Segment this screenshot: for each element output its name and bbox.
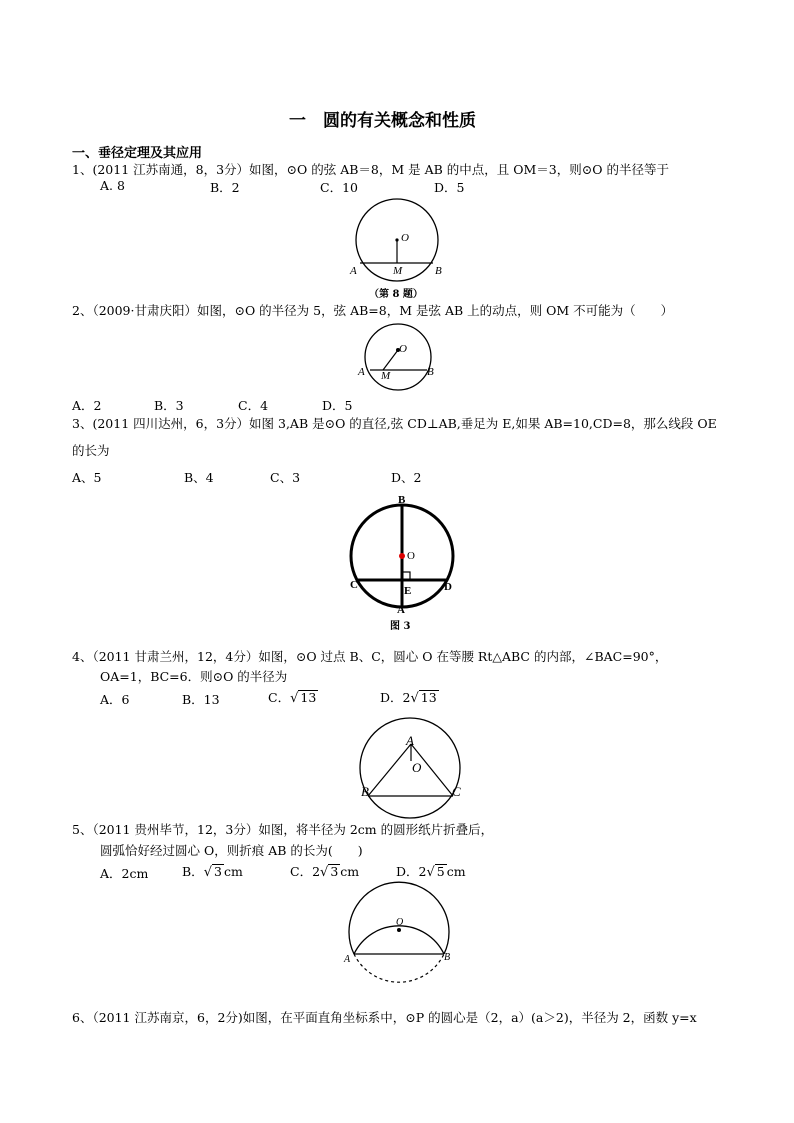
q5-option-b-label: B．	[182, 864, 204, 879]
q5-option-b: B．√ 3 cm	[182, 864, 243, 880]
q3-label-d: D	[444, 581, 452, 593]
q5-option-d-unit: cm	[446, 864, 466, 879]
q5-option-c-label: C．2	[290, 864, 321, 879]
q1-figure	[340, 196, 450, 296]
q2-label-a: A	[358, 366, 365, 378]
question-5-text: 5、（2011 贵州毕节，12，3分）如图，将半径为 2cm 的圆形纸片折叠后，	[72, 822, 494, 837]
question-2-text: 2、（2009·甘肃庆阳）如图，⊙O 的半径为 5，弦 AB=8，M 是弦 AB 上的动点，则 OM 不可能为（ ）	[72, 303, 674, 318]
q4-option-c-radicand: 13	[300, 690, 317, 705]
q2-label-b: B	[427, 366, 434, 378]
q5-label-o: O	[396, 917, 404, 928]
q1-option-d: D．5	[434, 180, 465, 195]
q5-option-d: D．2√ 5 cm	[396, 864, 466, 880]
question-1-text: 1、(2011 江苏南通，8，3分）如图，⊙O 的弦 AB＝8，M 是 AB 的中点，且 OM＝3，则⊙O 的半径等于	[72, 162, 669, 177]
q2-label-o: O	[399, 343, 407, 355]
section-heading: 一、垂径定理及其应用	[72, 146, 203, 161]
q1-caption: （第 8 题）	[369, 289, 423, 300]
q5-label-a: A	[344, 954, 351, 965]
q4-option-d-label: D．2	[380, 690, 411, 705]
q3-option-b: B、4	[184, 470, 214, 485]
q2-option-c: C．4	[238, 398, 269, 413]
q5-option-d-radicand: 5	[436, 864, 445, 879]
q4-option-a: A．6	[100, 692, 130, 707]
q1-label-o: O	[401, 232, 409, 244]
q2-option-d: D．5	[322, 398, 353, 413]
q4-option-b: B．13	[182, 692, 220, 707]
question-3-text: 3、(2011 四川达州，6，3分）如图 3,AB 是⊙O 的直径,弦 CD⊥AB,垂足为 E,如果 AB=10,CD=8，那么线段 OE	[72, 416, 717, 431]
q5-option-c-radicand: 3	[330, 864, 339, 879]
q3-label-top: B	[398, 494, 406, 506]
page-title: 一 圆的有关概念和性质	[289, 111, 476, 131]
q2-option-b: B．3	[154, 398, 184, 413]
question-6-text: 6、（2011 江苏南京，6，2分)如图，在平面直角坐标系中，⊙P 的圆心是（2，a）(a＞2)，半径为 2，函数 y=x	[72, 1010, 697, 1025]
question-3-text-cont: 的长为	[72, 443, 110, 458]
q5-option-c-unit: cm	[340, 864, 360, 879]
question-4-text: 4、（2011 甘肃兰州，12，4分）如图，⊙O 过点 B、C，圆心 O 在等腰 Rt△ABC 的内部，∠BAC=90°，	[72, 649, 668, 664]
q3-option-c: C、3	[270, 470, 301, 485]
q1-option-b: B．2	[210, 180, 240, 195]
q4-option-c: C．√ 13	[268, 690, 317, 706]
q3-option-d: D、2	[391, 470, 422, 485]
q4-option-d-radicand: 13	[420, 690, 437, 705]
question-5-text-cont: 圆弧恰好经过圆心 O，则折痕 AB 的长为( )	[100, 843, 363, 858]
q5-option-b-unit: cm	[223, 864, 243, 879]
q4-label-c: C	[452, 784, 461, 799]
q5-option-d-label: D．2	[396, 864, 427, 879]
q4-option-c-label: C．	[268, 690, 291, 705]
q5-label-b: B	[444, 952, 451, 963]
q5-option-b-radicand: 3	[213, 864, 222, 879]
q1-option-a: A. 8	[100, 178, 125, 193]
q5-option-a: A．2cm	[100, 866, 149, 881]
q2-label-m: M	[381, 370, 391, 382]
q4-label-b: B	[361, 784, 369, 799]
q3-figure	[346, 495, 456, 615]
q3-label-e: E	[404, 585, 412, 597]
q1-label-b: B	[435, 265, 442, 277]
q3-caption: 图 3	[390, 621, 411, 632]
q1-label-m: M	[393, 265, 403, 277]
q1-label-a: A	[350, 265, 357, 277]
question-4-text-cont: OA=1，BC=6．则⊙O 的半径为	[100, 669, 288, 684]
q3-label-o: O	[407, 550, 415, 562]
q3-option-a: A、5	[72, 470, 102, 485]
q3-label-a: A	[397, 604, 405, 616]
q4-label-a: A	[406, 733, 414, 748]
q2-option-a: A．2	[72, 398, 102, 413]
q1-option-c: C．10	[320, 180, 358, 195]
q4-label-o: O	[412, 760, 422, 775]
q4-option-d: D．2√ 13	[380, 690, 437, 706]
q3-label-c: C	[350, 579, 358, 591]
q5-option-c: C．2√ 3 cm	[290, 864, 360, 880]
